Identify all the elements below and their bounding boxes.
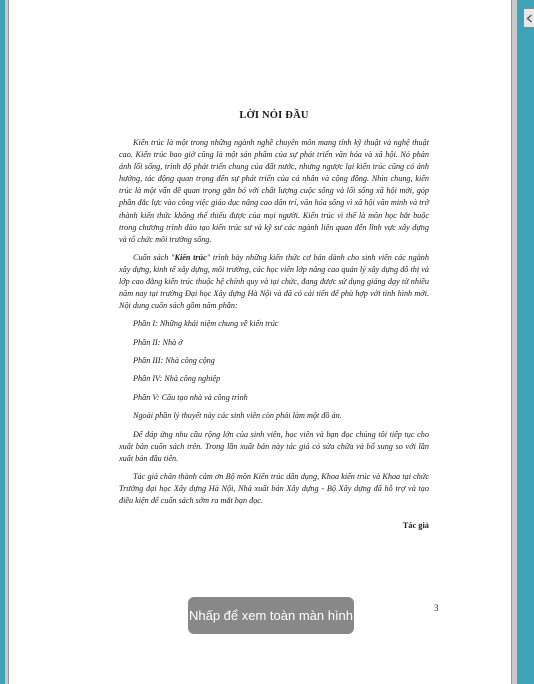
fullscreen-button[interactable]: Nhấp để xem toàn màn hình (188, 597, 354, 634)
page-number: 3 (434, 603, 439, 613)
book-description-prefix: Cuốn sách " (133, 252, 175, 262)
page-content (119, 110, 429, 530)
part-item: Phần I: Những khái niệm chung về kiến trúc (133, 319, 279, 329)
part-item: Phần V: Cấu tạo nhà và công trình (133, 392, 248, 402)
project-note: Ngoài phần lý thuyết này các sinh viên còn phải làm một đồ án. (133, 411, 342, 421)
part-item: Phần IV: Nhà công nghiệp (133, 374, 221, 384)
author-signature: Tác giả (402, 521, 429, 531)
book-description-suffix: " trình bày những kiến thức cơ bản dành cho sinh viên các ngành xây dựng, kinh tế xây dựng, môi trường, các học viên lớp nâng cao quản lý xây dựng đô thị và lớp cao đẳng kiến trúc thuộc hệ chính quy và tại chức, đang được sử dụng giảng dạy từ nhiều năm nay tại trường Đại học Xây dựng Hà Nội và đã có cải tiến để phù hợp với tình hình mới. Nội dung cuốn sách gồm năm phần: (119, 252, 429, 311)
book-title: Kiến trúc (174, 252, 207, 262)
document-page[interactable] (8, 0, 512, 684)
part-item: Phần II: Nhà ở (133, 337, 183, 347)
page-title: LỜI NÓI ĐẦU (239, 110, 309, 121)
part-item: Phần III: Nhà công cộng (133, 356, 215, 366)
acknowledgement-paragraph: Tác giả chân thành cảm ơn Bộ môn Kiến trúc dân dụng, Khoa kiến trúc và Khoa tại chức Trường đại học Xây dựng Hà Nội, Nhà xuất bản Xây dựng - Bộ Xây dựng đã hỗ trợ và tạo điều kiện để cuốn sách sớm ra mắt bạn đọc. (119, 471, 429, 506)
book-description-paragraph (119, 252, 429, 312)
collapse-arrow-icon (526, 14, 533, 23)
intro-paragraph: Kiến trúc là một trong những ngành nghề chuyên môn mang tính kỹ thuật và nghệ thuật cao. Kiến trúc bao giờ cũng là một sản phẩm của sự phát triển văn hóa và xã hội. Nó phản ánh lối sống, trình độ phát triển chung của đất nước, nhưng ngược lại kiến trúc cũng có ảnh hưởng, tác động quan trọng đến sự phát triển của cá nhân và cộng đồng. Nhìn chung, kiến trúc là một vấn đề quan trọng gắn bó với chất lượng cuộc sống và lối sống xã hội mới, góp phần đắc lực vào công việc giáo dục nâng cao dân trí, văn hóa sống vì xã hội văn minh và trở thành kiến thức không thể thiếu được của mọi người. Kiến trúc vì thế là môn học bắt buộc trong chương trình đào tạo kiến trúc sư và kỹ sư các ngành liên quan đến lĩnh vực xây dựng và tổ chức môi trường sống. (119, 138, 429, 244)
reprint-paragraph: Để đáp ứng nhu cầu rộng lớn của sinh viên, học viên và bạn đọc chúng tôi tiếp tục cho xuất bản cuốn sách trên. Trong lần xuất bản này tác giả có sửa chữa và bổ sung so với lần xuất bản đầu tiên. (119, 429, 429, 463)
sidebar-toggle-button[interactable] (523, 8, 534, 28)
